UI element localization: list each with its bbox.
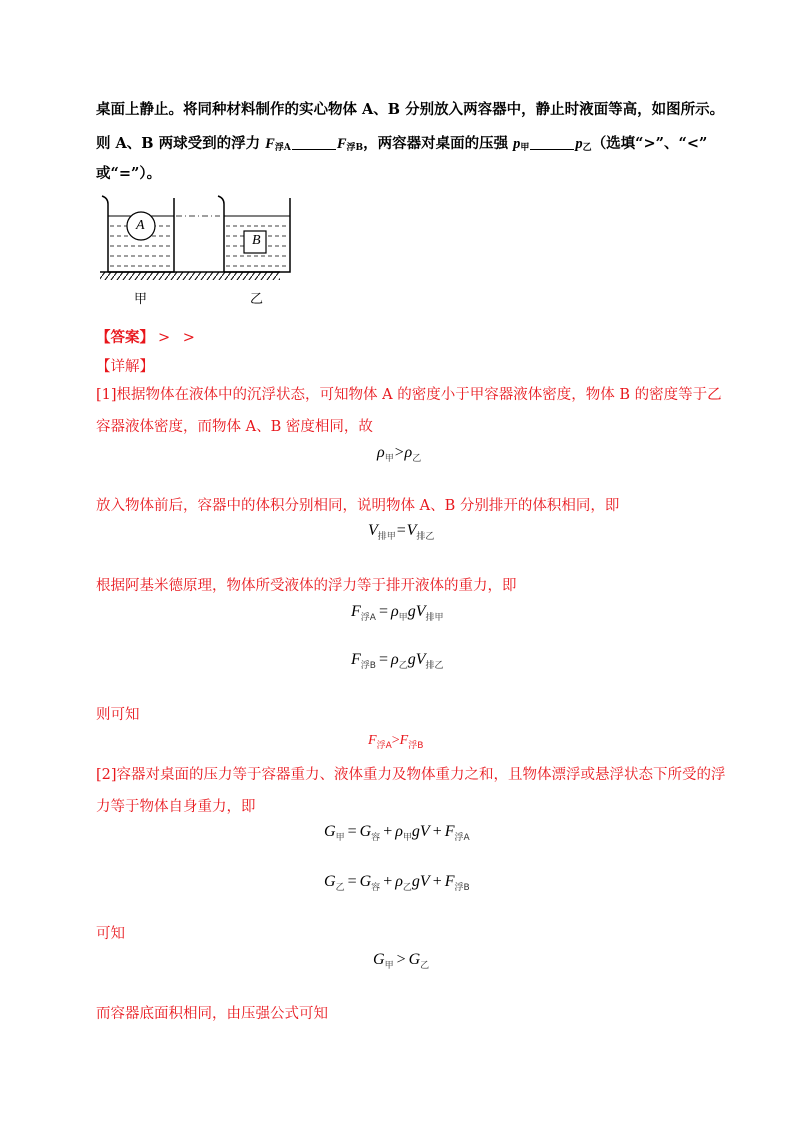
explanation-p7: 而容器底面积相同，由压强公式可知: [96, 1006, 328, 1022]
label-A: A: [136, 218, 145, 233]
explanation-p5-l1: [2]容器对桌面的压力等于容器重力、液体重力及物体重力之和，且物体漂浮或悬浮状态下所受的浮: [96, 767, 726, 783]
explanation-p5-l2: 力等于物体自身重力，即: [96, 799, 256, 815]
answer-values: > >: [158, 330, 195, 346]
blank-2: [530, 137, 574, 150]
table-hatching: [100, 272, 280, 280]
question-line-2: 则 A、B 两球受到的浮力 $F_{浮A}$ $F_{浮B}$，两容器对桌面的压强 $p_甲$ $p_乙$（选填“>”、“<”: [96, 135, 708, 153]
explanation-p6: 可知: [96, 926, 125, 942]
equation-FA: $F_{浮A} = \rho_甲gV_{排甲}$: [351, 603, 444, 623]
explanation-p1-l2: 容器液体密度，而物体 A、B 密度相同，故: [96, 419, 373, 435]
explanation-label: 【详解】: [96, 359, 154, 375]
equation-F-compare: $F_{浮A}>F_{浮B}$: [368, 733, 424, 751]
question-line-3: 或“=”）。: [96, 165, 162, 182]
equation-FB: $F_{浮B} = \rho_乙gV_{排乙}$: [351, 651, 444, 671]
label-yi: 乙: [250, 292, 264, 307]
equation-G-compare: $G_甲 > G_乙$: [373, 951, 430, 971]
blank-1: [292, 137, 336, 150]
label-jia: 甲: [134, 292, 148, 307]
explanation-p3: 根据阿基米德原理，物体所受液体的浮力等于排开液体的重力，即: [96, 578, 517, 594]
explanation-p1-l1: [1]根据物体在液体中的沉浮状态，可知物体 A 的密度小于甲容器液体密度，物体 B 的密度等于乙: [96, 387, 722, 403]
beaker-jia: [102, 196, 174, 272]
answer-line: [96, 326, 195, 347]
beakers-figure: [96, 188, 296, 288]
answer-label: 【答案】: [96, 329, 154, 346]
question-line-1: 桌面上静止。将同种材料制作的实心物体 A、B 分别放入两容器中，静止时液面等高，如图所示。: [96, 101, 725, 118]
equation-V: $V_{排甲}=V_{排乙}$: [368, 522, 435, 542]
label-B: B: [252, 233, 261, 248]
explanation-p2: 放入物体前后，容器中的体积分别相同，说明物体 A、B 分别排开的体积相同，即: [96, 498, 620, 514]
equation-G-yi: $G_乙 = G_容 + \rho_乙gV + F_{浮B}$: [324, 873, 470, 893]
equation-rho: $\rho_甲>\rho_乙$: [377, 444, 422, 464]
equation-G-jia: $G_甲 = G_容 + \rho_甲gV + F_{浮A}$: [324, 823, 470, 843]
explanation-p4: 则可知: [96, 707, 140, 723]
